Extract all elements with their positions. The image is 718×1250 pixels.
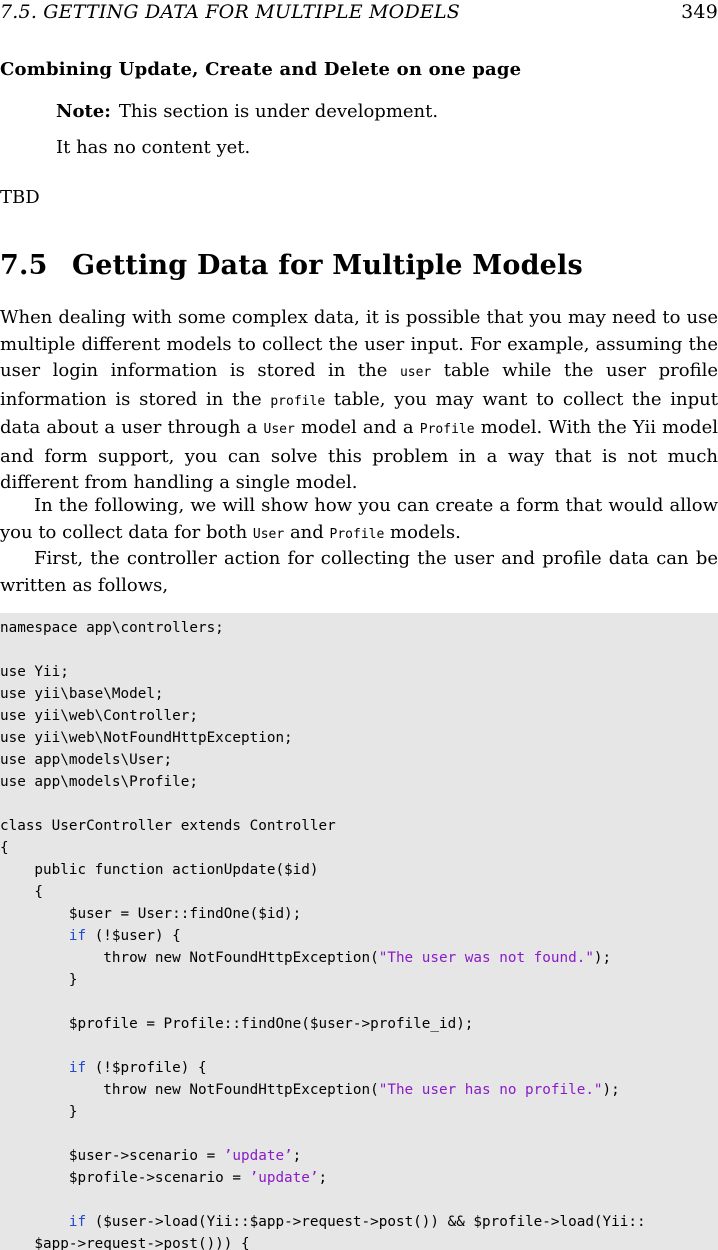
code-block	[0, 613, 718, 1250]
code-string: "The user was not found."	[378, 950, 594, 966]
code-line-blank	[0, 1189, 718, 1211]
code-keyword: if	[68, 928, 87, 944]
code-keyword: if	[68, 1060, 87, 1076]
page-number: 349	[681, 1, 718, 23]
code-text: throw new NotFoundHttpException(	[0, 1082, 379, 1098]
code-line: use app\models\User;	[0, 752, 173, 768]
section-heading	[0, 248, 583, 284]
code-line: }	[0, 972, 78, 988]
code-line: class UserController extends Controller	[0, 818, 336, 834]
code-string: "The user has no profile."	[378, 1082, 603, 1098]
code-line: use yii\base\Model;	[0, 686, 164, 702]
code-line: {	[0, 840, 9, 856]
section-number: 7.5	[0, 250, 48, 281]
code-line: $app->request->post())) {	[0, 1236, 250, 1250]
code-text: throw new NotFoundHttpException(	[0, 950, 379, 966]
code-line: $user = User::findOne($id);	[0, 906, 302, 922]
code-text: $profile->scenario =	[0, 1170, 250, 1186]
code-line	[0, 1211, 718, 1233]
code-line-blank	[0, 793, 718, 815]
note-body: It has no content yet.	[56, 137, 251, 158]
subsection-title: Combining Update, Create and Delete on one page	[0, 59, 522, 80]
inline-code: Profile	[329, 526, 385, 542]
paragraph-text: model. With the Yii model and form support, you can solve this problem in a way that is not much different from handling a single model.	[0, 417, 718, 493]
code-text: $user->scenario =	[0, 1148, 224, 1164]
inline-code: User	[252, 526, 285, 542]
paragraph-first	[0, 546, 718, 599]
code-line-blank	[0, 991, 718, 1013]
code-line	[0, 1079, 718, 1101]
code-line	[0, 925, 718, 947]
code-line	[0, 1057, 718, 1079]
note	[56, 100, 438, 124]
code-text: );	[593, 950, 612, 966]
paragraph-text: First, the controller action for collecting the user and profile data can be written as follows,	[0, 548, 718, 596]
code-line: use Yii;	[0, 664, 69, 680]
code-line-blank	[0, 1123, 718, 1145]
code-text: );	[602, 1082, 620, 1098]
paragraph-text: In the following, we will show how you can create a form that would allow you to collect data for both	[0, 495, 718, 543]
code-text: (!$profile) {	[86, 1060, 207, 1076]
inline-code: User	[263, 422, 295, 437]
running-head-section: 7.5. GETTING DATA FOR MULTIPLE MODELS	[0, 1, 460, 23]
section-title: Getting Data for Multiple Models	[72, 250, 583, 281]
paragraph-following	[0, 493, 718, 548]
code-line: use app\models\Profile;	[0, 774, 198, 790]
code-text: ;	[318, 1170, 328, 1186]
code-line	[0, 1145, 718, 1167]
inline-code: profile	[270, 393, 326, 409]
tbd-text: TBD	[0, 187, 40, 208]
paragraph-text: table, you may want to collect the input data about a user through a	[0, 388, 718, 438]
paragraph-text: model and a	[294, 417, 420, 438]
code-string: ’update’	[249, 1170, 319, 1186]
code-line	[0, 947, 718, 969]
paragraph-intro	[0, 305, 718, 497]
code-line: use yii\web\Controller;	[0, 708, 198, 724]
note-label: Note:	[56, 101, 111, 122]
inline-code: user	[399, 365, 432, 380]
code-keyword: if	[68, 1214, 87, 1230]
code-line: {	[0, 884, 44, 900]
code-line: use yii\web\NotFoundHttpException;	[0, 730, 293, 746]
code-line	[0, 1167, 718, 1189]
paragraph-text: table while the user profile information is stored in the	[0, 360, 718, 410]
code-string: ’update’	[223, 1148, 293, 1164]
paragraph-text: and	[284, 521, 330, 543]
code-text: ($user->load(Yii::$app->request->post()) && $profile->load(Yii::	[86, 1214, 646, 1230]
paragraph-text: When dealing with some complex data, it is possible that you may need to use multiple different models to collect the user input. For example, assuming the user login information is stored in the	[0, 307, 718, 381]
code-text: (!$user) {	[86, 928, 181, 944]
code-text: ;	[292, 1148, 302, 1164]
paragraph-text: models.	[384, 521, 461, 543]
note-text: This section is under development.	[118, 101, 439, 122]
code-line: $profile = Profile::findOne($user->profile_id);	[0, 1016, 474, 1032]
code-line: }	[0, 1104, 78, 1120]
inline-code: Profile	[419, 422, 475, 437]
code-line-blank	[0, 1035, 718, 1057]
running-head	[0, 0, 718, 24]
code-line: public function actionUpdate($id)	[0, 862, 319, 878]
code-line-blank	[0, 639, 718, 661]
code-line: namespace app\controllers;	[0, 620, 224, 636]
